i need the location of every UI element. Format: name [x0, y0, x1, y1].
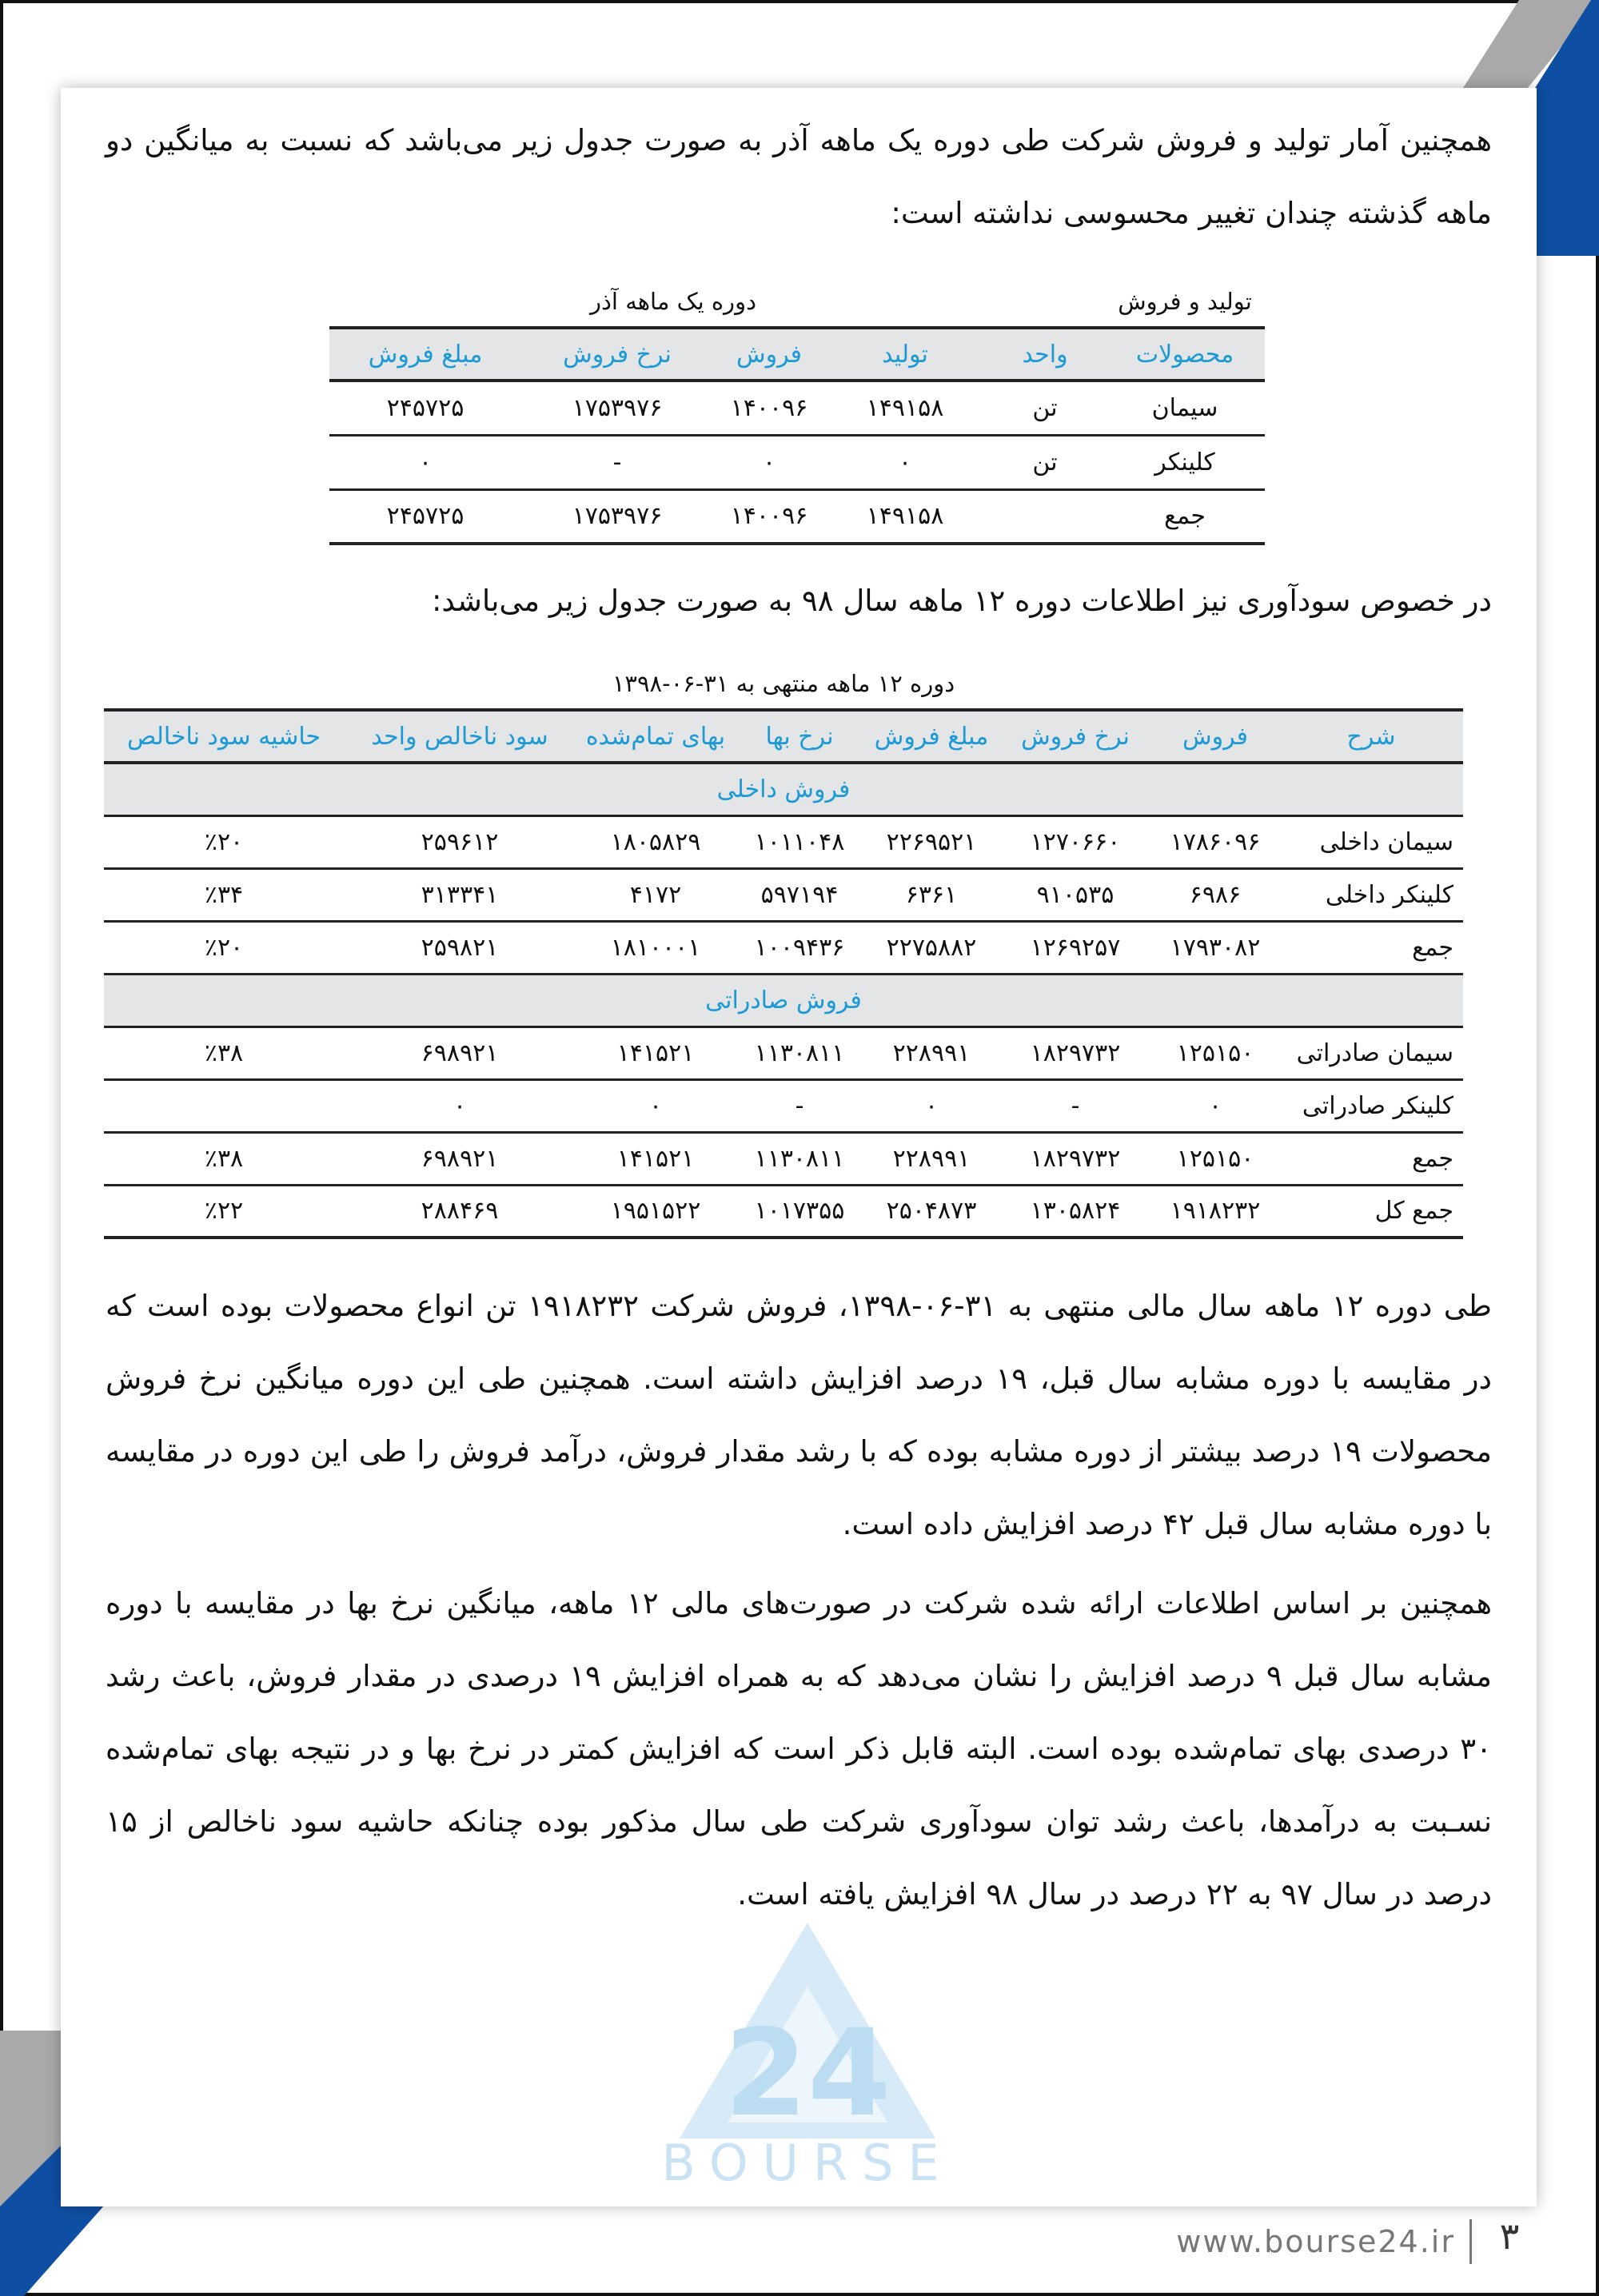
intro-paragraph: همچنین آمار تولید و فروش شرکت طی دوره یک ماهه آذر به صورت جدول زیر می‌باشد که نسبت به میانگین دو ماهه گذشته چندان تغییر محسوسی نداشته است:	[106, 123, 1492, 230]
analysis-paragraph-1: طی دوره ۱۲ ماهه سال مالی منتهی به ۳۱-۰۶-۱۳۹۸، فروش شرکت ۱۹۱۸۲۳۲ تن انواع محصولات بوده است که در مقایسه با دوره مشابه سال قبل، ۱۹ درصد افزایش داشته است. همچنین طی این دوره میانگین نرخ فروش محصولات ۱۹ درصد بیشتر از دوره مشابه بوده که با رشد مقدار فروش، درآمد فروش را طی این دوره در مقایسه با دوره مشابه سال قبل ۴۲ درصد افزایش داده است.	[106, 1289, 1492, 1541]
table2-cell: ۱۹۵۱۵۲۲	[576, 1185, 736, 1238]
table2-cell: ۱۱۳۰۸۱۱	[736, 1132, 863, 1185]
table2-cell: جمع	[1279, 921, 1463, 974]
table2-cell: ۳۱۳۳۴۱	[344, 868, 576, 921]
table1-cell: ۱۷۵۳۹۷۶	[521, 381, 713, 435]
table2-cell: کلینکر صادراتی	[1279, 1079, 1463, 1132]
table1-cell: ۱۴۰۰۹۶	[713, 381, 825, 435]
table-row	[104, 868, 1463, 921]
table2-cell: سیمان صادراتی	[1279, 1026, 1463, 1079]
table2-cell: جمع	[1279, 1132, 1463, 1185]
table2-cell: -	[999, 1079, 1151, 1132]
svg-text:24: 24	[724, 2004, 891, 2143]
table1-cell: -	[612, 448, 622, 476]
monthly-production-table	[329, 277, 1265, 545]
table2-cell: ٪۳۴	[104, 868, 344, 921]
table1-header-cell: نرخ فروش	[521, 328, 713, 381]
table1-caption-left: تولید و فروش	[1118, 288, 1252, 315]
svg-text:BOURSE: BOURSE	[661, 2134, 954, 2186]
table1-cell	[985, 489, 1105, 544]
table2-cell: ۲۲۷۵۸۸۲	[863, 921, 999, 974]
table2-header-cell: مبلغ فروش	[863, 710, 999, 763]
table1-cell: تن	[985, 381, 1105, 435]
table2-cell: ۱۲۵۱۵۰	[1151, 1026, 1279, 1079]
table-row	[104, 1079, 1463, 1132]
table-row	[104, 1185, 1463, 1238]
table2-cell: ٪۲۲	[104, 1185, 344, 1238]
table1-header-row	[329, 328, 1265, 381]
table1-cell: سیمان	[1105, 381, 1265, 435]
table2-cell: ۹۱۰۵۳۵	[999, 868, 1151, 921]
table2-cell: ۱۳۰۵۸۲۴	[999, 1185, 1151, 1238]
table2-cell: ۵۹۷۱۹۴	[736, 868, 863, 921]
table1-cell: ۰	[762, 448, 776, 476]
table1-header-cell: مبلغ فروش	[329, 328, 521, 381]
table2-cell: ۱۷۸۶۰۹۶	[1151, 815, 1279, 868]
table2-cell: ۲۵۹۸۲۱	[344, 921, 576, 974]
table2-cell: ۱۰۱۷۳۵۵	[736, 1185, 863, 1238]
table2-header-cell: شرح	[1279, 710, 1463, 763]
table2-cell: ۱۸۲۹۷۳۲	[999, 1026, 1151, 1079]
table2-cell: ۱۲۶۹۲۵۷	[999, 921, 1151, 974]
table2-cell: ۴۱۷۲	[576, 868, 736, 921]
table2-cell: ۱۸۲۹۷۳۲	[999, 1132, 1151, 1185]
table1-cell: ۰	[898, 448, 912, 476]
table1-cell: ۱۷۵۳۹۷۶	[572, 502, 663, 531]
table2-header-cell: فروش	[1151, 710, 1279, 763]
table2-cell: ۰	[344, 1079, 576, 1132]
table2-cell: ۱۷۹۳۰۸۲	[1151, 921, 1279, 974]
table2-cell: ۶۳۶۱	[863, 868, 999, 921]
table-row	[329, 435, 1265, 489]
table2-cell: سیمان داخلی	[1279, 815, 1463, 868]
table2-cell: جمع کل	[1279, 1185, 1463, 1238]
table1-cell: جمع	[1164, 502, 1206, 531]
table1-cell: ۲۴۵۷۲۵	[386, 502, 465, 531]
table2-cell: ۱۲۵۱۵۰	[1151, 1132, 1279, 1185]
table1-header-cell: واحد	[985, 328, 1105, 381]
table2-cell: ۶۹۸۹۲۱	[344, 1026, 576, 1079]
table1-cell: ۱۴۰۰۹۶	[730, 502, 808, 531]
table2-cell: ٪۳۸	[104, 1026, 344, 1079]
table1-cell: ۰	[418, 448, 433, 476]
table2-cell: ۲۲۸۹۹۱	[863, 1026, 999, 1079]
table1-cell: ۱۴۹۱۵۸	[825, 381, 985, 435]
table2-cell: ۲۵۹۶۱۲	[344, 815, 576, 868]
table2-header-cell: سود ناخالص واحد	[344, 710, 576, 763]
page-number: ۳	[1499, 2214, 1520, 2258]
footer-divider	[1469, 2219, 1472, 2264]
table2-cell: ۱۱۳۰۸۱۱	[736, 1026, 863, 1079]
table2-header-cell: حاشیه سود ناخالص	[104, 710, 344, 763]
table1-header-cell: فروش	[713, 328, 825, 381]
document-page	[61, 88, 1537, 2206]
annual-profit-table	[104, 659, 1463, 1239]
table-row	[329, 489, 1265, 544]
table2-cell: ٪۲۰	[104, 815, 344, 868]
table2-cell: ۱۹۱۸۲۳۲	[1151, 1185, 1279, 1238]
table2-cell: -	[736, 1079, 863, 1132]
table2-cell: ۱۰۱۱۰۴۸	[736, 815, 863, 868]
table1-cell: کلینکر	[1154, 448, 1215, 476]
table2-cell: ۱۴۱۵۲۱	[576, 1132, 736, 1185]
table2-cell	[104, 1079, 344, 1132]
table2-cell: ۶۹۸۶	[1151, 868, 1279, 921]
table2-cell: ۰	[576, 1079, 736, 1132]
section-domestic-sales: فروش داخلی	[104, 763, 1463, 815]
table1-caption-right: دوره یک ماهه آذر	[590, 288, 756, 315]
table1-header-cell: تولید	[825, 328, 985, 381]
table2-header-row	[104, 710, 1463, 763]
table1-cell: تن	[1032, 448, 1058, 476]
table-row	[104, 1132, 1463, 1185]
analysis-paragraph-2: همچنین بر اساس اطلاعات ارائه شده شرکت در صورت‌های مالی ۱۲ ماهه، میانگین نرخ بها در مقایسه با دوره مشابه سال قبل ۹ درصد افزایش را نشان می‌دهد که به همراه افزایش ۱۹ درصدی در مقدار فروش، باعث رشد ۳۰ درصدی بهای تمام‌شده بوده است. البته قابل ذکر است که افزایش کمتر در نرخ بها و در نتیجه بهای تمام‌شده نسـبت به درآمدها، باعث رشد توان سودآوری شرکت طی سال مذکور بوده چنانکه حاشیه سود ناخالص از ۱۵ درصد در سال ۹۷ به ۲۲ درصد در سال ۹۸ افزایش یافته است.	[106, 1586, 1493, 1911]
table2-header-cell: نرخ بها	[736, 710, 863, 763]
table-row	[104, 815, 1463, 868]
table2-cell: ٪۳۸	[104, 1132, 344, 1185]
table-row	[104, 921, 1463, 974]
table2-cell: کلینکر داخلی	[1279, 868, 1463, 921]
table-row	[329, 381, 1265, 435]
bourse24-watermark-logo	[632, 1923, 983, 2186]
table2-cell: ۲۲۸۹۹۱	[863, 1132, 999, 1185]
table2-cell: ۱۸۱۰۰۰۱	[576, 921, 736, 974]
table1-cell: ۱۴۹۱۵۸	[866, 502, 944, 531]
table2-cell: ۲۲۶۹۵۲۱	[863, 815, 999, 868]
table2-cell: ۲۵۰۴۸۷۳	[863, 1185, 999, 1238]
table-row	[104, 1026, 1463, 1079]
table2-caption: دوره ۱۲ ماهه منتهی به ۳۱-۰۶-۱۳۹۸	[612, 670, 955, 697]
table2-cell: ۱۸۰۵۸۲۹	[576, 815, 736, 868]
table2-cell: ۰	[863, 1079, 999, 1132]
table1-cell: ۲۴۵۷۲۵	[329, 381, 521, 435]
table2-cell: ۱۰۰۹۴۳۶	[736, 921, 863, 974]
table2-header-cell: بهای تمام‌شده	[576, 710, 736, 763]
table2-cell: ۰	[1151, 1079, 1279, 1132]
table2-cell: ۶۹۸۹۲۱	[344, 1132, 576, 1185]
table2-header-cell: نرخ فروش	[999, 710, 1151, 763]
footer-website-url[interactable]: www.bourse24.ir	[1176, 2224, 1455, 2259]
table2-cell: ٪۲۰	[104, 921, 344, 974]
table2-cell: ۲۸۸۴۶۹	[344, 1185, 576, 1238]
section-export-sales: فروش صادراتی	[104, 974, 1463, 1026]
table2-cell: ۱۲۷۰۶۶۰	[999, 815, 1151, 868]
table2-cell: ۱۴۱۵۲۱	[576, 1026, 736, 1079]
profit-intro-paragraph: در خصوص سودآوری نیز اطلاعات دوره ۱۲ ماهه سال ۹۸ به صورت جدول زیر می‌باشد:	[431, 584, 1492, 618]
table1-header-cell: محصولات	[1105, 328, 1265, 381]
